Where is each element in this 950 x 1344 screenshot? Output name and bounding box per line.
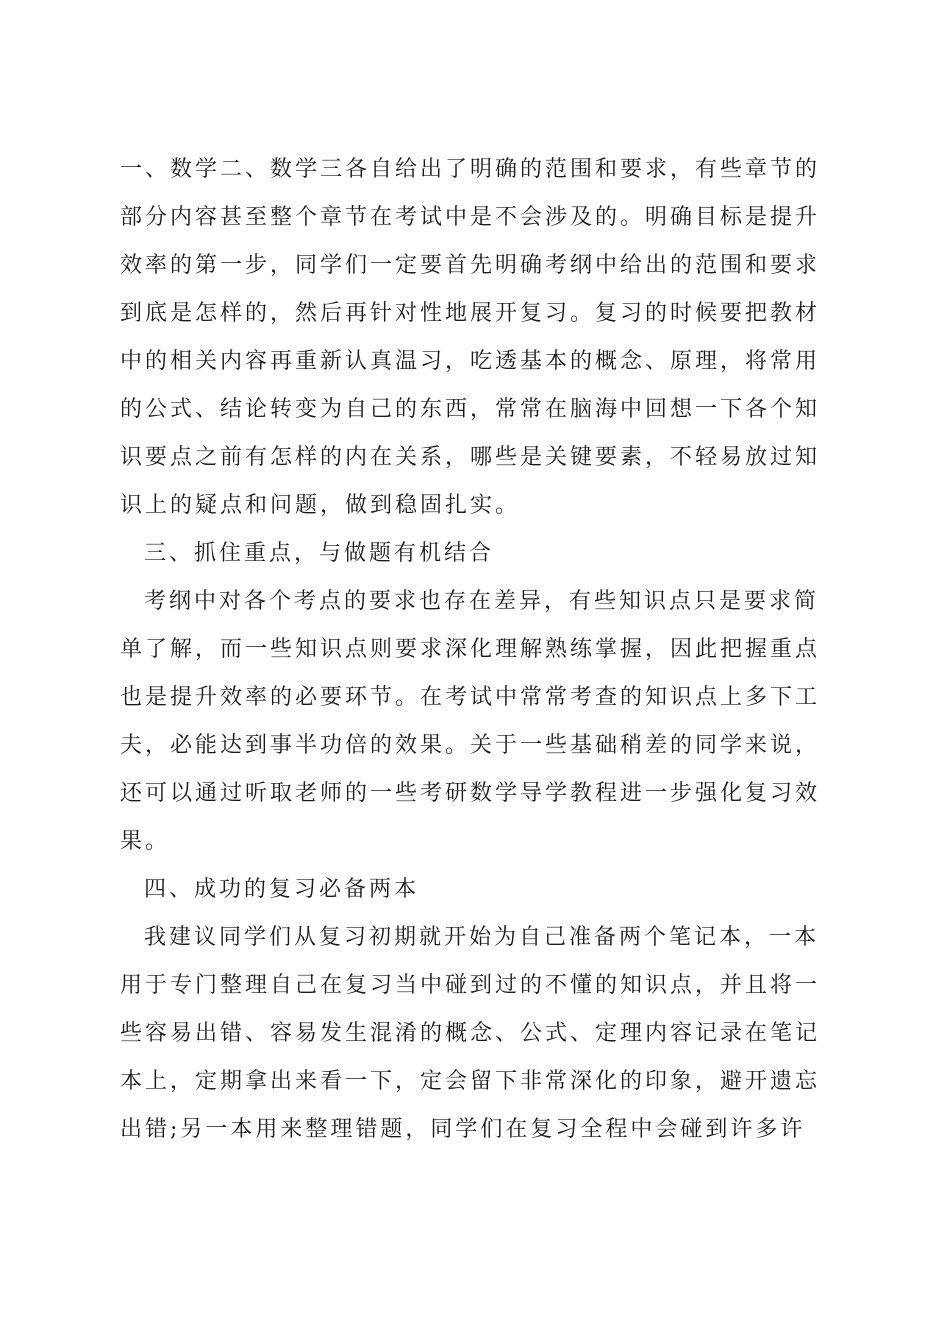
paragraph-line: 单了解，而一些知识点则要求深化理解熟练掌握，因此把握重点 bbox=[120, 637, 821, 662]
paragraph-line: 效率的第一步，同学们一定要首先明确考纲中给出的范围和要求 bbox=[120, 253, 821, 278]
paragraph-line: 用于专门整理自己在复习当中碰到过的不懂的知识点，并且将一 bbox=[120, 973, 821, 998]
paragraph-line: 识上的疑点和问题，做到稳固扎实。 bbox=[120, 493, 521, 518]
paragraph-line: 还可以通过听取老师的一些考研数学导学教程进一步强化复习效 bbox=[120, 781, 821, 806]
paragraph-line: 到底是怎样的，然后再针对性地展开复习。复习的时候要把教材 bbox=[120, 301, 821, 326]
section-heading: 三、抓住重点，与做题有机结合 bbox=[144, 541, 495, 566]
paragraph-line: 的公式、结论转变为自己的东西，常常在脑海中回想一下各个知 bbox=[120, 397, 821, 422]
paragraph-line: 部分内容甚至整个章节在考试中是不会涉及的。明确目标是提升 bbox=[120, 205, 821, 230]
paragraph-line: 些容易出错、容易发生混淆的概念、公式、定理内容记录在笔记 bbox=[120, 1021, 821, 1046]
paragraph-line: 出错;另一本用来整理错题，同学们在复习全程中会碰到许多许 bbox=[120, 1117, 806, 1142]
document-body bbox=[120, 146, 832, 1154]
paragraph-line: 一、数学二、数学三各自给出了明确的范围和要求，有些章节的 bbox=[120, 157, 821, 182]
paragraph-line: 中的相关内容再重新认真温习，吃透基本的概念、原理，将常用 bbox=[120, 349, 821, 374]
paragraph-line: 果。 bbox=[120, 829, 171, 854]
section-heading: 四、成功的复习必备两本 bbox=[144, 877, 420, 902]
paragraph-line: 考纲中对各个考点的要求也存在差异，有些知识点只是要求简 bbox=[144, 589, 820, 614]
paragraph-line: 本上，定期拿出来看一下，定会留下非常深化的印象，避开遗忘 bbox=[120, 1069, 821, 1094]
paragraph-line: 也是提升效率的必要环节。在考试中常常考查的知识点上多下工 bbox=[120, 685, 821, 710]
paragraph-line: 夫，必能达到事半功倍的效果。关于一些基础稍差的同学来说， bbox=[120, 733, 821, 758]
paragraph-line: 我建议同学们从复习初期就开始为自己准备两个笔记本，一本 bbox=[144, 925, 820, 950]
paragraph-line: 识要点之前有怎样的内在关系，哪些是关键要素，不轻易放过知 bbox=[120, 445, 821, 470]
